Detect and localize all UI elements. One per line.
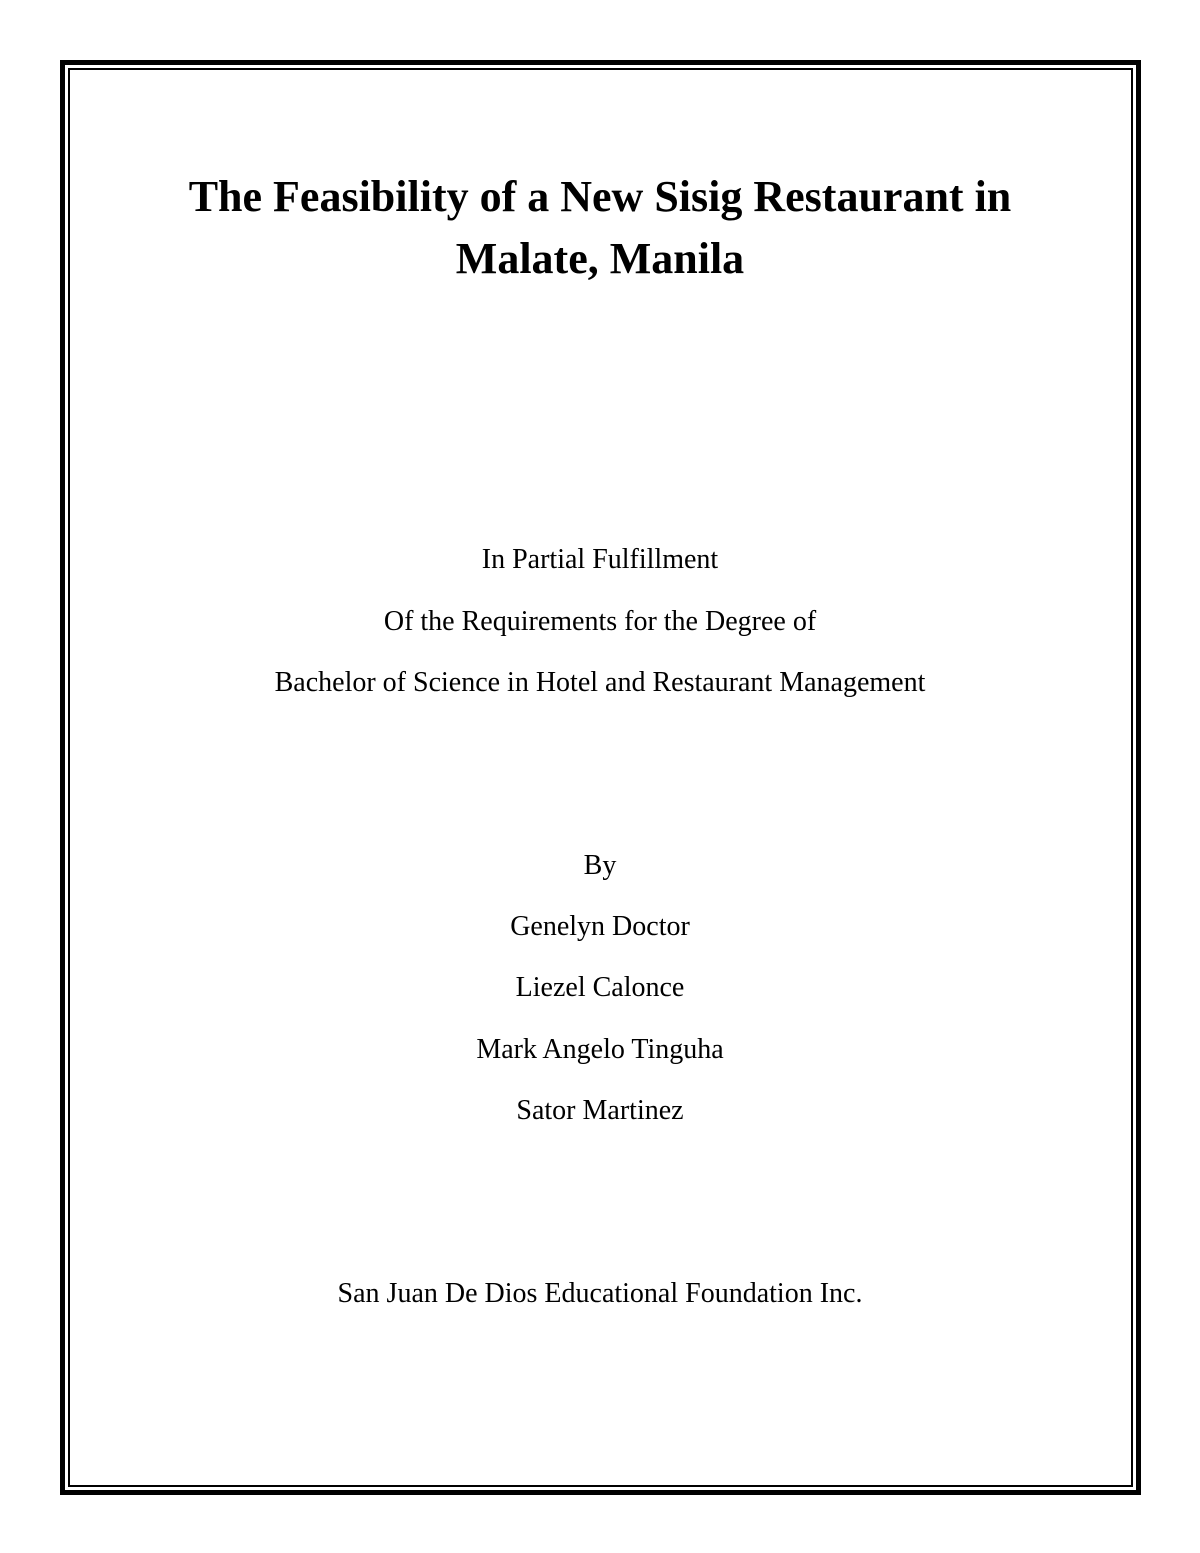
by-label: By	[583, 850, 617, 881]
fulfillment-line-2: Of the Requirements for the Degree of	[383, 606, 817, 637]
author-name: Genelyn Doctor	[510, 911, 690, 942]
author-name: Liezel Calonce	[515, 972, 685, 1003]
title-line-1: The Feasibility of a New Sisig Restaurant in	[188, 172, 1012, 221]
fulfillment-line-1: In Partial Fulfillment	[481, 544, 719, 575]
author-name: Sator Martinez	[516, 1095, 684, 1126]
document-title	[100, 166, 1100, 290]
author-name: Mark Angelo Tinguha	[476, 1034, 724, 1065]
title-line-2: Malate, Manila	[455, 234, 745, 283]
degree-line: Bachelor of Science in Hotel and Restaurant Management	[274, 667, 926, 698]
institution-name: San Juan De Dios Educational Foundation Inc.	[337, 1278, 863, 1309]
